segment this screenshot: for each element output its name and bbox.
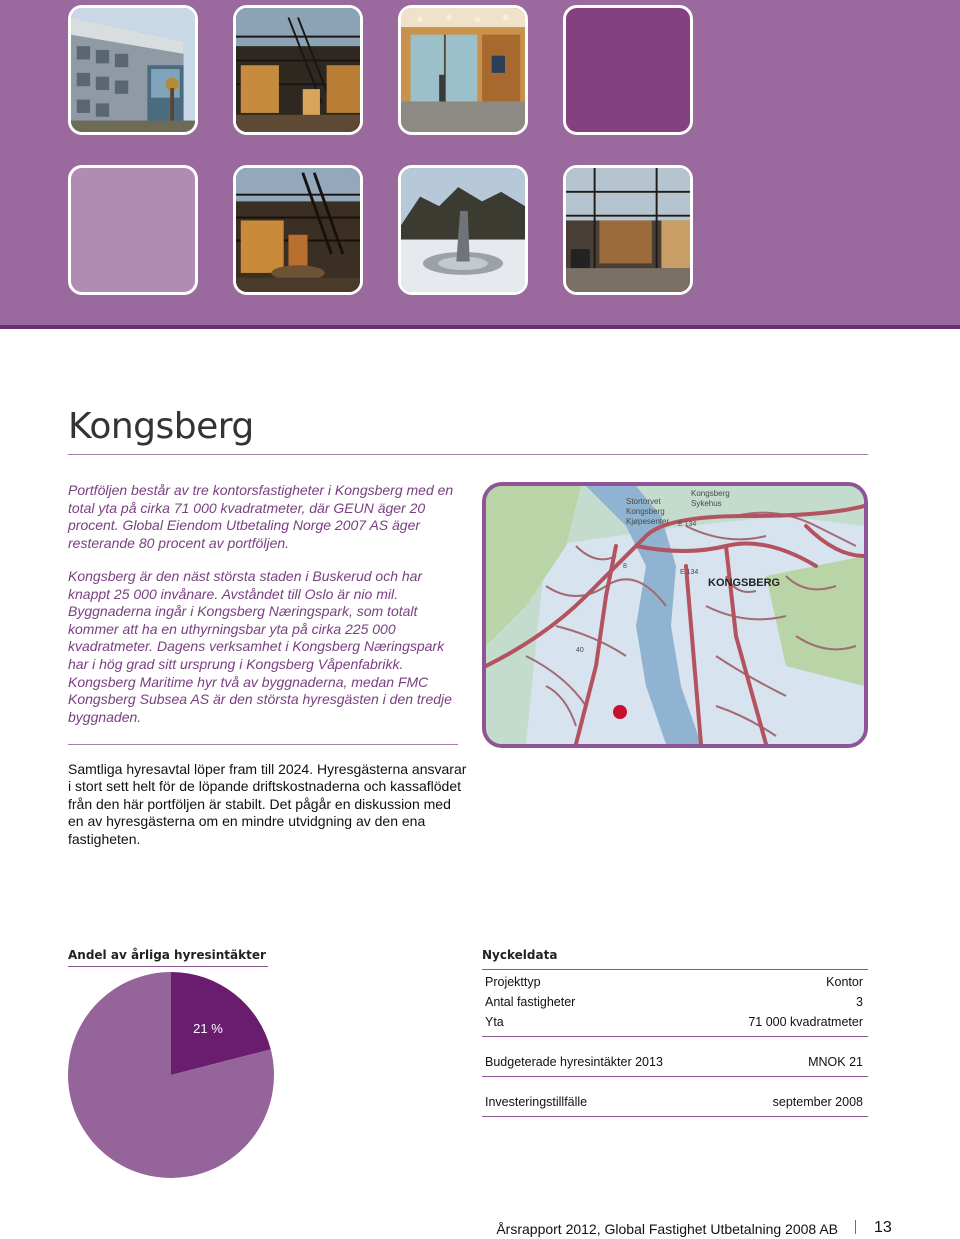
chart-heading: Andel av årliga hyresintäkter	[68, 948, 266, 962]
key-data-value: MNOK 21	[808, 1055, 863, 1069]
key-data-value: Kontor	[826, 975, 863, 989]
key-data-label: Budgeterade hyresintäkter 2013	[485, 1055, 663, 1069]
intro-paragraph-1: Portföljen består av tre kontorsfastigheter i Kongsberg med en total yta på cirka 71 000 kvadratmeter, där GEUN äger 20 procent. Global Eiendom Utbetaling Norge 2007 AS äger resterande 80 procent av portföljen.	[68, 482, 454, 551]
key-data-label: Yta	[485, 1015, 504, 1029]
photo-winter-sculpture	[398, 165, 528, 295]
color-tile-dark	[563, 5, 693, 135]
key-data-label: Investeringstillfälle	[485, 1095, 588, 1109]
photo-lobby-entrance	[398, 5, 528, 135]
photo-building-exterior	[68, 5, 198, 135]
key-data-value: september 2008	[772, 1095, 863, 1109]
key-data-divider	[482, 1116, 868, 1117]
key-data-heading-divider	[482, 969, 868, 970]
intro-paragraph-2: Kongsberg är den näst största staden i Buskerud och har knappt 25 000 invånare. Avståndet till Oslo är nio mil. Byggnaderna ingår i Kongsberg Næringspark, som totalt kommer att ha en uthyrningsbar yta på cirka 225 000 kvadratmeter. Dagens verksamhet i Kongsberg Næringspark har i hög grad sitt ursprung i Kongsberg Våpenfabrikk. Kongsberg Maritime hyr två av byggnaderna, medan FMC Kongsberg Subsea AS är den största hyresgästen i den tredje byggnaden.	[68, 568, 452, 725]
map-city-label: KONGSBERG	[708, 577, 781, 589]
page-number: 13	[874, 1219, 892, 1236]
chart-heading-divider	[68, 966, 268, 967]
page-title: Kongsberg	[68, 406, 254, 447]
key-data-label: Antal fastigheter	[485, 995, 576, 1009]
photo-glass-atrium	[563, 165, 693, 295]
photo-atrium-stairs	[233, 5, 363, 135]
key-data-heading: Nyckeldata	[482, 948, 558, 962]
map-label-road-40: 40	[576, 647, 584, 654]
map-label-storsenter: Stortorvet Kongsberg Kjøpesenter	[626, 497, 670, 526]
key-data-value: 71 000 kvadratmeter	[748, 1015, 863, 1029]
map-label-e134-b: E 134	[680, 569, 699, 576]
key-data-value: 3	[856, 995, 863, 1009]
map-label-road-8: 8	[623, 563, 627, 570]
footer-text: Årsrapport 2012, Global Fastighet Utbetalning 2008 AB	[496, 1221, 838, 1237]
key-data-divider	[482, 1036, 868, 1037]
map-label-e134-a: E 134	[678, 521, 697, 528]
key-data-divider	[482, 1076, 868, 1077]
body-paragraph: Samtliga hyresavtal löper fram till 2024. Hyresgästerna ansvarar i stort sett helt för de löpande driftskostnaderna och kassaflödet från den här portföljen är stabilt. Det pågår en diskussion med en av hyresgästerna om en mindre utvidgning av den ena fastigheten.	[68, 761, 467, 847]
title-divider	[68, 454, 868, 455]
photo-atrium-interior	[233, 165, 363, 295]
rent-share-pie-chart	[68, 972, 274, 1178]
key-data-label: Projekttyp	[485, 975, 541, 989]
column-divider	[68, 744, 458, 745]
location-map	[482, 482, 868, 748]
color-tile-light	[68, 165, 198, 295]
footer-separator	[855, 1220, 856, 1234]
map-label-sykehus: Kongsberg Sykehus	[691, 489, 730, 508]
pie-slice-label: 21 %	[193, 1021, 223, 1036]
